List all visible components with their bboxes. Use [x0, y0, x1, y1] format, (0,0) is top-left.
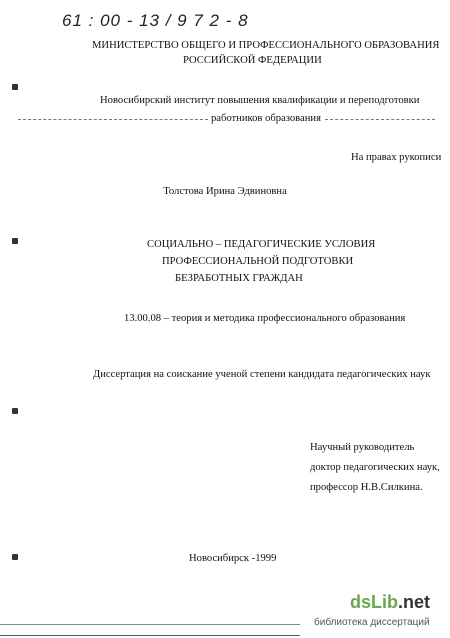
watermark-logo-main: dsLib	[350, 592, 398, 612]
scan-margin-mark	[12, 84, 18, 90]
dslib-watermark-logo	[350, 592, 430, 613]
scan-dashed-line-left	[18, 119, 208, 120]
watermark-logo-tld: .net	[398, 592, 431, 612]
specialty-code: 13.00.08 – теория и методика профессионального образования	[124, 313, 406, 324]
scan-margin-mark	[12, 238, 18, 244]
handwritten-accession-number: 61 : 00 - 13 / 9 7 2 - 8	[62, 11, 249, 30]
manuscript-rights-note: На правах рукописи	[351, 152, 442, 163]
supervisor-line-1: Научный руководитель	[310, 442, 415, 453]
institute-line-2: работников образования	[211, 113, 321, 124]
author-name: Толстова Ирина Эдвиновна	[163, 186, 287, 197]
ministry-line-2: РОССИЙСКОЙ ФЕДЕРАЦИИ	[183, 55, 322, 66]
ministry-line-1: МИНИСТЕРСТВО ОБЩЕГО И ПРОФЕССИОНАЛЬНОГО ОБРАЗОВАНИЯ	[92, 40, 440, 51]
supervisor-line-3: профессор Н.В.Силкина.	[310, 482, 423, 493]
institute-line-1: Новосибирский институт повышения квалификации и переподготовки	[100, 95, 420, 106]
dslib-watermark-subtitle: библиотека диссертаций	[314, 617, 430, 628]
dissertation-degree: Диссертация на соискание ученой степени кандидата педагогических наук	[93, 369, 431, 380]
city-year: Новосибирск -1999	[189, 553, 277, 564]
supervisor-line-2: доктор педагогических наук,	[310, 462, 440, 473]
scan-bottom-edge-line-2	[0, 635, 300, 636]
scan-margin-mark	[12, 554, 18, 560]
title-line-1: СОЦИАЛЬНО – ПЕДАГОГИЧЕСКИЕ УСЛОВИЯ	[147, 239, 376, 250]
title-line-3: БЕЗРАБОТНЫХ ГРАЖДАН	[175, 273, 303, 284]
title-line-2: ПРОФЕССИОНАЛЬНОЙ ПОДГОТОВКИ	[162, 256, 354, 267]
scan-bottom-edge-line	[0, 624, 300, 625]
scan-dashed-line-right	[325, 119, 435, 120]
scan-margin-mark	[12, 408, 18, 414]
